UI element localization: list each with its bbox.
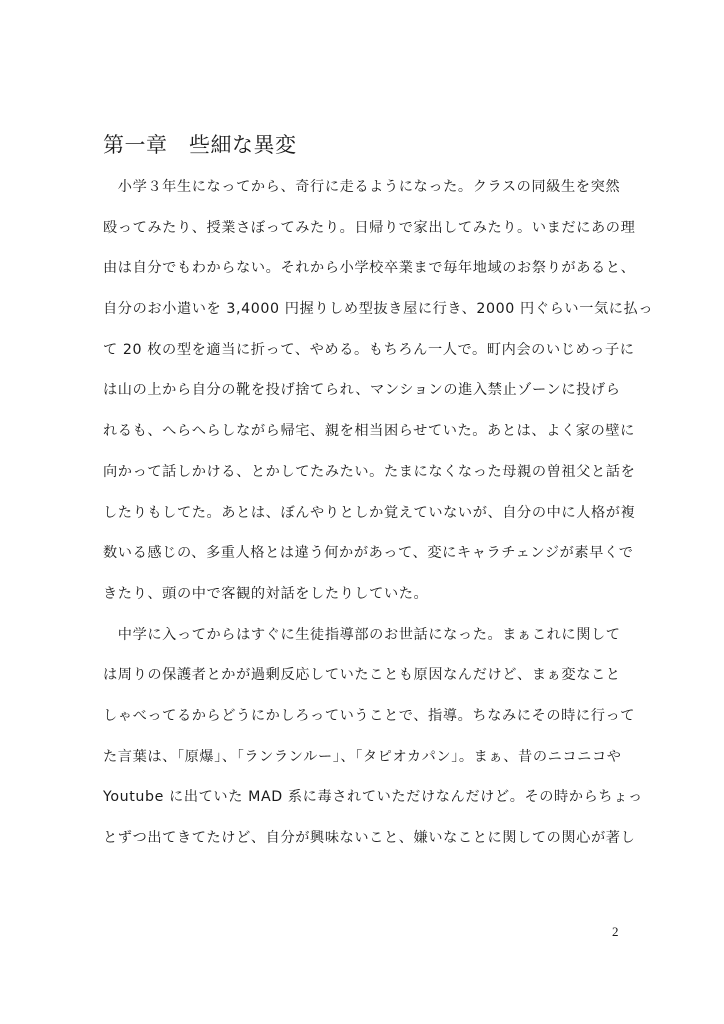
text-line: 小学３年生になってから、奇行に走るようになった。クラスの同級生を突然 xyxy=(103,179,621,195)
text-line: は周りの保護者とかが過剰反応していたことも原因なんだけど、まぁ変なこと xyxy=(103,667,621,684)
text-line: したりもしてた。あとは、ぼんやりとしか覚えていないが、自分の中に人格が複 xyxy=(103,504,636,521)
text-line: 数いる感じの、多重人格とは違う何かがあって、変にキャラチェンジが素早くで xyxy=(103,545,634,562)
chapter-title: 第一章 些細な異変 xyxy=(103,133,297,157)
body-text xyxy=(103,174,654,866)
text-line: きたり、頭の中で客観的対話をしたりしていた。 xyxy=(103,585,429,602)
text-line: 由は自分でもわからない。それから小学校卒業まで毎年地域のお祭りがあると、 xyxy=(103,260,636,277)
text-line: Youtube に出ていた MAD 系に毒されていただけなんだけど。その時からちょっ xyxy=(103,789,643,806)
text-line: 中学に入ってからはすぐに生徒指導部のお世話になった。まぁこれに関して xyxy=(103,626,621,643)
text-line: 向かって話しかける、とかしてたみたい。たまになくなった母親の曽祖父と話を xyxy=(103,463,636,480)
text-line: 殴ってみたり、授業さぼってみたり。日帰りで家出してみたり。いまだにあの理 xyxy=(103,219,636,236)
text-line: とずつ出てきてたけど、自分が興味ないこと、嫌いなことに関しての関心が著し xyxy=(103,830,636,846)
text-line: は山の上から自分の靴を投げ捨てられ、マンションの進入禁止ゾーンに投げら xyxy=(103,382,621,399)
page-number: 2 xyxy=(612,924,619,939)
text-line: しゃべってるからどうにかしろっていうことで、指導。ちなみにその時に行って xyxy=(103,707,636,724)
text-line: て 20 枚の型を適当に折って、やめる。もちろん一人で。町内会のいじめっ子に xyxy=(103,341,635,358)
text-line: た言葉は、「原爆」、「ランランルー」、「タピオカパン」。まぁ、昔のニコニコや xyxy=(103,748,622,765)
text-line: れるも、へらへらしながら帰宅、親を相当困らせていた。あとは、よく家の壁に xyxy=(103,423,635,440)
text-line: 自分のお小遣いを 3,4000 円握りしめ型抜き屋に行き、2000 円ぐらい一気に払っ xyxy=(103,301,654,318)
